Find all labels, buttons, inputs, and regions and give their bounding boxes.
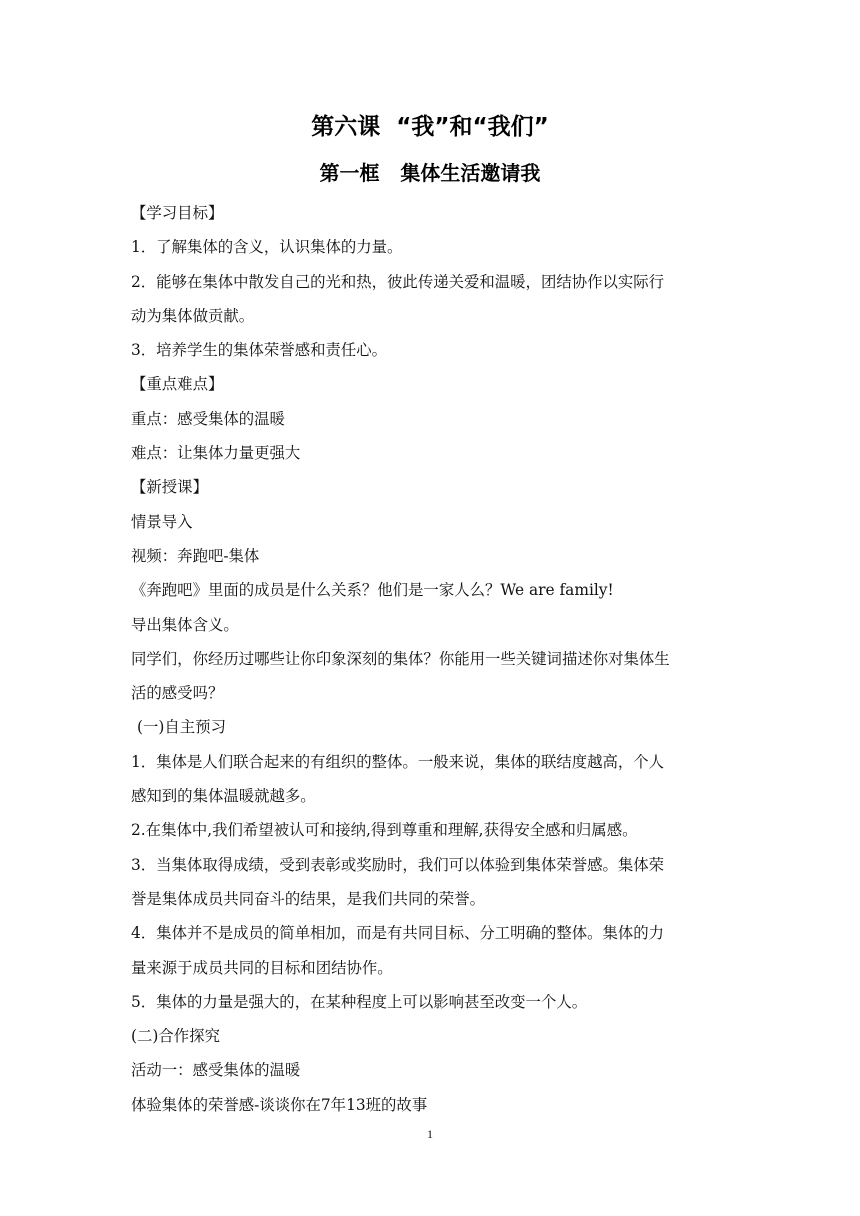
difficult-point: 难点：让集体力量更强大 xyxy=(131,444,301,463)
discussion-line: 同学们，你经历过哪些让你印象深刻的集体？你能用一些关键词描述你对集体生 xyxy=(131,649,670,668)
goal-item-3: 3．培养学生的集体荣誉感和责任心。 xyxy=(131,341,388,360)
study-item-2: 2.在集体中,我们希望被认可和接纳,得到尊重和理解,获得安全感和归属感。 xyxy=(131,821,638,840)
goal-item-2: 2．能够在集体中散发自己的光和热，彼此传递关爱和温暖，团结协作以实际行 xyxy=(131,272,665,291)
study-item-3: 3．当集体取得成绩，受到表彰或奖励时，我们可以体验到集体荣誉感。集体荣 xyxy=(131,855,665,874)
study-item-1-continued: 感知到的集体温暖就越多。 xyxy=(131,787,316,806)
lesson-title: 第六课 “我”和“我们” xyxy=(311,114,549,140)
study-item-3-continued: 誉是集体成员共同奋斗的结果，是我们共同的荣誉。 xyxy=(131,889,485,908)
question-line: 《奔跑吧》里面的成员是什么关系？他们是一家人么？We are family! xyxy=(131,581,614,600)
document-body xyxy=(131,196,731,1122)
discussion-line-continued: 活的感受吗？ xyxy=(131,684,224,703)
heading-key-points: 【重点难点】 xyxy=(131,375,224,394)
activity-one-detail: 体验集体的荣誉感-谈谈你在7年13班的故事 xyxy=(131,1095,428,1114)
video-line: 视频：奔跑吧-集体 xyxy=(131,546,260,565)
page-number: 1 xyxy=(427,1127,433,1141)
activity-one: 活动一：感受集体的温暖 xyxy=(131,1061,301,1080)
key-point: 重点：感受集体的温暖 xyxy=(131,409,285,428)
heading-self-study: (一)自主预习 xyxy=(137,718,226,737)
scene-intro: 情景导入 xyxy=(131,512,193,531)
section-subtitle: 第一框 集体生活邀请我 xyxy=(319,161,541,185)
heading-new-lesson: 【新授课】 xyxy=(131,478,208,497)
study-item-4: 4．集体并不是成员的简单相加，而是有共同目标、分工明确的整体。集体的力 xyxy=(131,924,665,943)
heading-cooperative-inquiry: (二)合作探究 xyxy=(131,1027,220,1046)
goal-item-2-continued: 动为集体做贡献。 xyxy=(131,306,255,325)
lead-in-line: 导出集体含义。 xyxy=(131,615,239,634)
heading-learning-goals: 【学习目标】 xyxy=(131,204,224,222)
study-item-4-continued: 量来源于成员共同的目标和团结协作。 xyxy=(131,958,393,977)
goal-item-1: 1．了解集体的含义，认识集体的力量。 xyxy=(131,238,403,257)
study-item-1: 1．集体是人们联合起来的有组织的整体。一般来说，集体的联结度越高，个人 xyxy=(131,752,665,771)
study-item-5: 5．集体的力量是强大的，在某种程度上可以影响甚至改变一个人。 xyxy=(131,992,588,1011)
